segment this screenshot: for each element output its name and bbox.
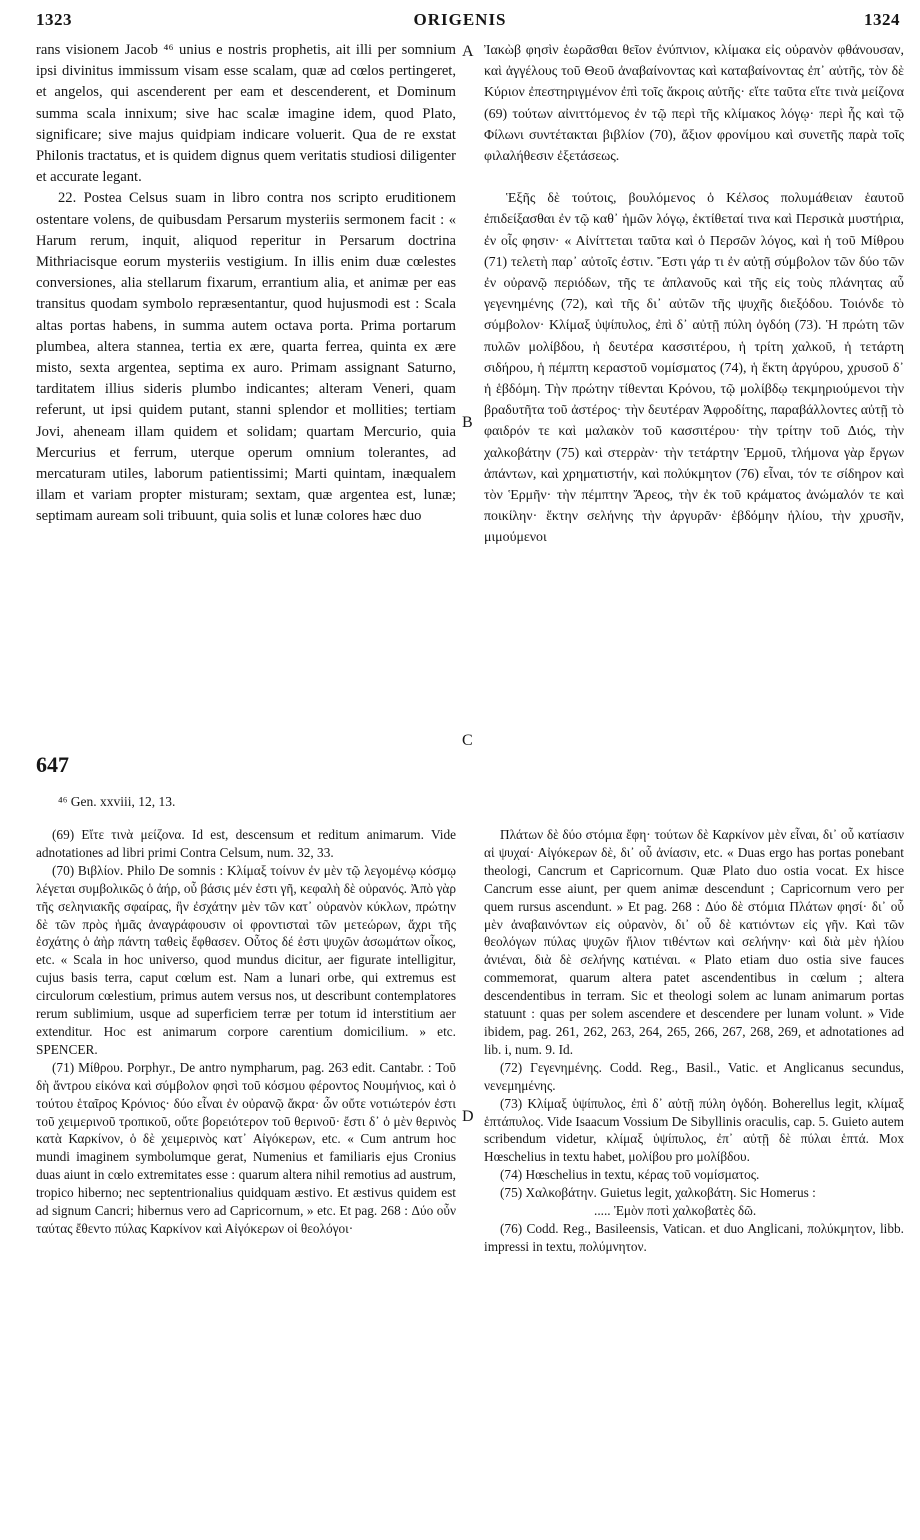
verse-quote: ..... Ἐμὸν ποτὶ χαλκοβατὲς δῶ. bbox=[594, 1203, 757, 1219]
annotation: (69) Εἴτε τινὰ μείζονα. Id est, descensum et reditum animarum. Vide adnotationes ad libri primi Contra Celsum, num. 32, 33. bbox=[36, 827, 456, 860]
margin-letter-b: B bbox=[462, 414, 473, 431]
notes-left-column bbox=[36, 826, 456, 1238]
right-column-number: 1324 bbox=[864, 10, 900, 29]
latin-paragraph: rans visionem Jacob ⁴⁶ unius e nostris prophetis, ait illi per somnium ipsi divinitus immissum visam esse scalam, quæ ad cœlos pertingeret, et angelos, qui ascenderent per eam et descenderent, et Dominum summa scala innixum; sive hac scalæ imagine idem, quod Plato, significare; sive majus quidpiam indicare voluerit. Qua de re exstat Philonis tractatus, et is quidem dignus quem veritatis studiosi diligenter et accurate legant. bbox=[36, 42, 456, 186]
annotation: (75) Χαλκοβάτην. Guietus legit, χαλκοβάτη. Sic Homerus : bbox=[500, 1185, 816, 1201]
annotation: (71) Μίθρου. Porphyr., De antro nympharum, pag. 263 edit. Cantabr. : Τοῦ δὴ ἄντρου εἰκόνα καὶ σύμβολον φησὶ τοῦ κόσμου φέροντος Νουμήνιος, καὶ ὁ τούτου ἑταῖρος Κρόνιος· δύο εἶναι ἐν οὐρανῷ ἄκρα· ὧν οὔτε νοτιώτερόν ἐστι τοῦ χειμερινοῦ τροπικοῦ, οὔτε βορειότερον τοῦ θερινοῦ· ἔστι δ᾽ ὁ μὲν θερινὸς κατὰ Καρκίνον, ὁ δὲ χειμερινὸς κατ᾽ Αἰγόκερων, etc. « Cum antrum hoc mundi imaginem symbolumque gerat, Numenius et familiaris ejus Cronius duas aiunt in cœlo extremitates esse : quarum altera nihil remotius ad austrum, tropico hiberno; nec septentrionalius quidquam æstivo. Et æstivus quidem est ad signum Cancri; hibernus vero ad Capricornum, » etc. Et pag. 268 : Δύο οὖν ταύτας ἔθεντο πύλας Καρκίνον καὶ Αἰγόκερων οἱ θεολόγοι· bbox=[36, 1059, 456, 1236]
annotation: (72) Γεγενημένης. Codd. Reg., Basil., Vatic. et Anglicanus secundus, νενεμημένης. bbox=[484, 1059, 904, 1093]
annotation: (76) Codd. Reg., Basileensis, Vatican. et duo Anglicani, πολύκμητον, libb. impressi in textu, πολύμνητον. bbox=[484, 1220, 904, 1254]
latin-main-text bbox=[36, 40, 456, 528]
greek-paragraph: Ἑξῆς δὲ τούτοις, βουλόμενος ὁ Κέλσος πολυμάθειαν ἑαυτοῦ ἐπιδείξασθαι ἐν τῷ καθ᾽ ἡμῶν λόγῳ, ἐκτίθεταί τινα καὶ Περσικὰ μυστήρια, ἐν οἷς φησιν· « Αἰνίττεται ταῦτα καὶ ὁ Περσῶν λόγος, καὶ ἡ τοῦ Μίθρου (71) τελετὴ παρ᾽ αὐτοῖς ἐστιν. Ἔστι γάρ τι ἐν αὐτῇ σύμβολον τῶν δύο τῶν ἐν οὐρανῷ περιόδων, τῆς τε ἀπλανοῦς καὶ τῆς εἰς τοὺς πλάνητας αὖ γεγενημένης (72), καὶ τῆς δι᾽ αὐτῶν τῆς ψυχῆς διεξόδου. Τοιόνδε τὸ σύμβολον· Κλίμαξ ὑψίπυλος, ἐπὶ δ᾽ αὐτῇ πύλη ὀγδόη (73). Ἡ πρώτη τῶν πυλῶν μολίβδου, ἡ δευτέρα κασσιτέρου, ἡ τρίτη χαλκοῦ, ἡ τετάρτη σιδήρου, ἡ πέμπτη κεραστοῦ νομίσματος (74), ἡ ἕκτη ἀργύρου, χρυσοῦ δ᾽ ἡ ἑβδόμη. Τὴν πρώτην τίθενται Κρόνου, τῷ μολίβδῳ τεκμηριούμενοι τὴν βραδυτῆτα τοῦ ἀστέρος· τὴν δευτέραν Ἀφροδίτης, παραβάλλοντες αὐτῇ τὸ φαιδρόν τε καὶ μαλακὸν τοῦ κασσιτέρου· τὴν τρίτην τοῦ Διός, τὴν χαλκοβάτην (75) καὶ στερρὰν· τὴν τετάρτην Ἑρμοῦ, τλήμονα γὰρ ἔργων ἁπάντων, καὶ χρηματιστήν, καὶ πολύκμητον (76) εἶναι, τόν τε σίδηρον καὶ τὸν Ἑρμῆν· τὴν πέμπτην Ἄρεος, τὴν ἐκ τοῦ κράματος ἀνώμαλόν τε καὶ ποικίλην· ἕκτην σελήνης τὴν ἀργυρᾶν· ἑβδόμην ἡλίου, τὴν χρυσῆν, μιμούμενοι bbox=[484, 191, 904, 546]
greek-main-text bbox=[484, 40, 904, 549]
page-signature: 647 bbox=[36, 752, 69, 777]
margin-letter-c: C bbox=[462, 732, 473, 749]
margin-letter-a: A bbox=[462, 43, 474, 60]
greek-paragraph: Ἰακὼβ φησὶν ἑωρᾶσθαι θεῖον ἐνύπνιον, κλίμακα εἰς οὐρανὸν φθάνουσαν, καὶ ἀγγέλους τοῦ Θεοῦ ἀναβαίνοντας καὶ καταβαίνοντας ἐπ᾽ αὐτῆς, τὸν δὲ Κύριον ἐπεστηριγμένον ἐπὶ τοῖς ἄκροις αὐτῆς· εἴτε ταῦτα εἴτε τινὰ μείζονα (69) τούτων αἰνιττόμενος ἐν τῷ περὶ τῆς κλίμακος λόγῳ· περὶ ἧς καὶ τῷ Φίλωνι συντέτακται βιβλίον (70), ἄξιον φρονίμου καὶ συνετῆς παρὰ τοῖς φιλαλήθεσιν ἐξετάσεως. bbox=[484, 43, 904, 165]
annotation: (70) Βιβλίον. Philo De somnis : Κλίμαξ τοίνυν ἐν μὲν τῷ λεγομένῳ κόσμῳ λέγεται συμβολικῶς ὁ ἀήρ, οὗ βάσις μέν ἐστι γῆ, κεφαλὴ δὲ οὐρανός. Ἀπὸ γὰρ τῆς σεληνιακῆς σφαίρας, ἣν ἐσχάτην μὲν τῶν κατ᾽ οὐρανὸν κύκλων, πρώτην δὲ τῶν πρὸς ἡμᾶς ἀναγράφουσιν οἱ φροντισταὶ τῶν μετεώρων, ἄχρι τῆς ἐσχάτης ὁ ἀὴρ πάντη ταθεὶς ἔφθασεν. Οὗτος δέ ἐστι ψυχῶν ἀσωμάτων οἶκος, etc. « Scala in hoc universo, quod mundus dicitur, aer figurate intelligitur, cujus basis terra, caput cœlum est. Nam a lunari orbe, qui extremus est circulorum cœlestium, primus autem versus nos, ut describunt contemplatores rerum sublimium, usque ad superficiem terræ per totum id interstitium aer extenditur. Hoc est animarum corpore carentium domicilium. » etc. SPENCER. bbox=[36, 862, 456, 1057]
margin-letter-d: D bbox=[462, 1108, 474, 1125]
running-title: ORIGENIS bbox=[413, 10, 507, 29]
annotation: (74) Hœschelius in textu, κέρας τοῦ νομίσματος. bbox=[500, 1167, 760, 1183]
annotation: (73) Κλίμαξ ὑψίπυλος, ἐπὶ δ᾽ αὐτῇ πύλη ὀγδόη. Boherellus legit, κλίμαξ ἑπτάπυλος. Vide Isaacum Vossium De Sibyllinis oraculis, cap. 5. Guieto autem scribendum videtur, κλίμαξ ὑψίπυλος, ἐπ᾽ αὐτῇ δὲ πύλαι ἑπτά. Mox Hœschelius in textu habet, μολίβου pro μολίβδου. bbox=[484, 1095, 904, 1165]
annotation: Πλάτων δὲ δύο στόμια ἔφη· τούτων δὲ Καρκίνον μὲν εἶναι, δι᾽ οὗ κατίασιν αἱ ψυχαί· Αἰγόκερων δὲ, δι᾽ οὗ ἀνίασιν, etc. « Duas ergo has portas ponebant theologi, Cancrum et Capricornum. Quæ Plato duo ostia vocat. Ex hisce Cancrum esse aiunt, per quem animæ descendunt ; Capricornum vero per quem rursus ascendunt. » Et pag. 268 : Δύο δὲ στόμια Πλάτων φησί· δι᾽ οὗ μὲν ἀναβαινόντων εἰς οὐρανὸν, δι᾽ οὗ δὲ κατιόντων εἰς γῆν. Καὶ τῶν θεολόγων πύλας ψυχῶν ἥλιον τιθέντων καὶ σελήνην· καὶ διὰ μὲν ἡλίου ἀνιέναι, διὰ δὲ σελήνης κατιέναι. « Plato etiam duo ostia sive fauces commemorat, quarum altera patet ascendentibus in cœlum ; altera descendentibus in terram. Sic et theologi solem ac lunam animarum portas statuunt : quas per solem ascendere et descendere per lunam volunt. » Vide ibidem, pag. 261, 262, 263, 264, 265, 266, 267, 268, 269, et adnotationes ad lib. i, num. 9. Id. bbox=[484, 827, 904, 1057]
scripture-footnote: ⁴⁶ Gen. xxviii, 12, 13. bbox=[58, 794, 176, 809]
latin-paragraph: 22. Postea Celsus suam in libro contra nos scripto eruditionem ostentare volens, de quibusdam Persarum mysteriis sermonem facit : « Harum rerum, inquit, aliquod reperitur in Persarum doctrina Mithriacisque eorum mysteriis vestigium. In illis enim duæ cœlestes conversiones, alia stellarum fixarum, errantium alia, et animæ per eas transitus quodam symbolo repræsentantur, quod hujusmodi est : Scala altas portas habens, in summa autem octava porta. Prima portarum plumbea, altera stannea, tertia ex ære, quarta ferrea, quinta ex ære misto, sexta argentea, septima ex auro. Primam assignant Saturno, tarditatem illius sideris plumbo indicantes; alteram Veneri, quam referunt, ut ipsi quidem putant, stanni splendor et mollities; tertiam Jovi, aheneam illam quidem et solidam; quartam Mercurio, quia Mercurius et ferrum, uterque operum omnium tolerantes, ad mercaturam utiles, laborum patientissimi; Marti quintam, inæqualem illam et variam propter misturam; sextam, quæ argentea est, lunæ; septimam auream soli tribuunt, quia solis et lunæ colores hæc duo bbox=[36, 190, 456, 525]
left-column-number: 1323 bbox=[36, 10, 72, 29]
notes-right-column bbox=[484, 826, 904, 1256]
